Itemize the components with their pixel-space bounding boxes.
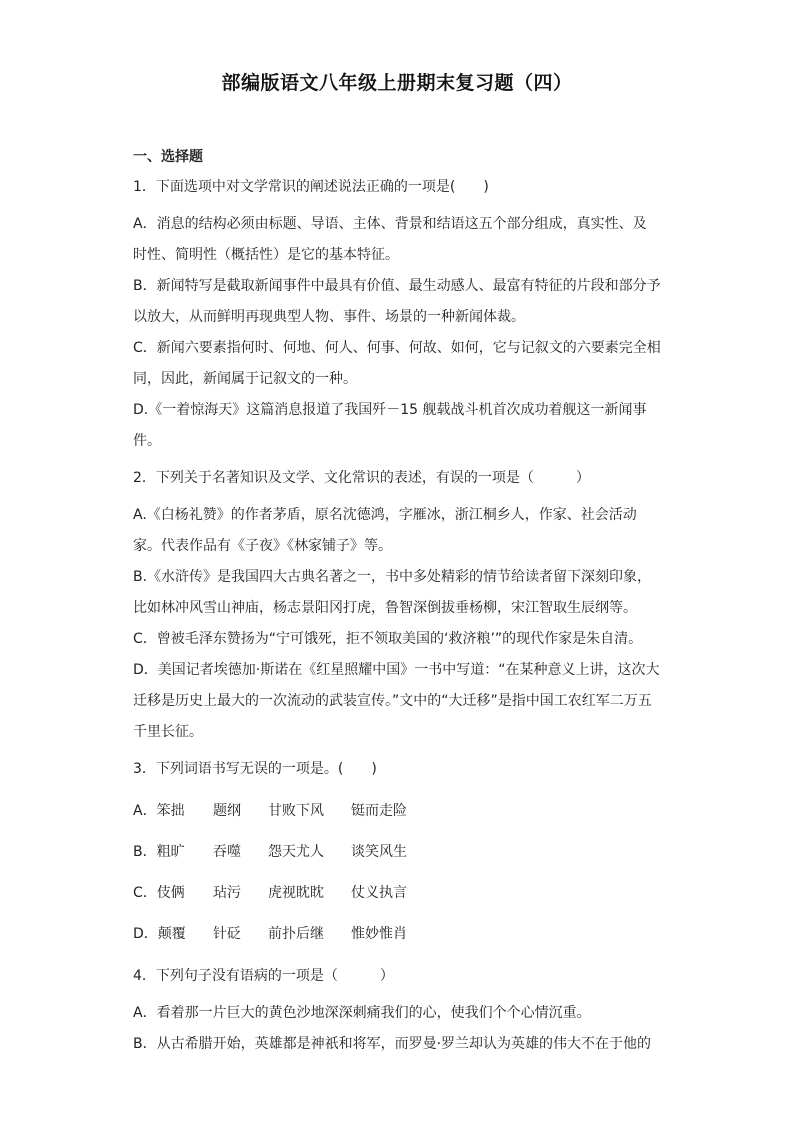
question-1-option-a: A．消息的结构必须由标题、导语、主体、背景和结语这五个部分组成，真实性、及 — [133, 216, 647, 232]
question-1-stem: 1．下面选项中对文学常识的阐述说法正确的一项是( ) — [133, 179, 489, 195]
word: A．笨拙 — [133, 803, 185, 819]
question-2-option-d-cont: 千里长征。 — [133, 724, 203, 740]
section-heading: 一、选择题 — [133, 149, 203, 165]
question-1-option-c-cont: 同，因此，新闻属于记叙文的一种。 — [133, 371, 357, 387]
word: 仗义执言 — [351, 885, 407, 901]
word: C．伎俩 — [133, 885, 185, 901]
question-4-option-b: B．从古希腊开始，英雄都是神祇和将军，而罗曼·罗兰却认为英雄的伟大不在于他的 — [133, 1036, 652, 1052]
word: D．颠覆 — [133, 926, 186, 942]
question-3-option-c — [133, 873, 663, 914]
question-2-option-b-cont: 比如林冲风雪山神庙，杨志景阳冈打虎，鲁智深倒拔垂杨柳，宋江智取生辰纲等。 — [133, 600, 637, 616]
question-1-option-b: B．新闻特写是截取新闻事件中最具有价值、最生动感人、最富有特征的片段和部分予 — [133, 278, 661, 294]
word: 前扑后继 — [268, 926, 324, 942]
question-2-option-d-cont: 迁移是历史上最大的一次流动的武装宣传。”文中的“大迁移”是指中国工农红军二万五 — [133, 693, 652, 709]
word: 铤而走险 — [351, 803, 407, 819]
word: B．粗旷 — [133, 844, 185, 860]
question-1-option-b-cont: 以放大，从而鲜明再现典型人物、事件、场景的一种新闻体裁。 — [133, 309, 525, 325]
question-3-option-d — [133, 914, 663, 955]
question-1-option-d: D.《一着惊海天》这篇消息报道了我国歼－15 舰载战斗机首次成功着舰这一新闻事 — [133, 402, 647, 418]
word: 怨天尤人 — [268, 844, 324, 860]
word: 惟妙惟肖 — [351, 926, 407, 942]
question-4-stem: 4．下列句子没有语病的一项是（ ） — [133, 968, 394, 984]
question-2-option-b: B.《水浒传》是我国四大古典名著之一，书中多处精彩的情节给读者留下深刻印象， — [133, 569, 652, 585]
word: 题纲 — [213, 803, 241, 819]
word: 虎视眈眈 — [268, 885, 324, 901]
word: 针砭 — [213, 926, 241, 942]
question-3-option-b — [133, 832, 663, 873]
question-2-option-a: A.《白杨礼赞》的作者茅盾，原名沈德鸿，字雁冰，浙江桐乡人，作家、社会活动 — [133, 507, 637, 523]
question-3-option-a — [133, 791, 663, 832]
question-4-option-a: A．看着那一片巨大的黄色沙地深深刺痛我们的心，使我们个个心情沉重。 — [133, 1005, 591, 1021]
question-3-stem: 3．下列词语书写无误的一项是。( ) — [133, 761, 377, 777]
question-2-option-d: D．美国记者埃德加·斯诺在《红星照耀中国》一书中写道：“在某种意义上讲，这次大 — [133, 662, 660, 678]
question-2-option-a-cont: 家。代表作品有《子夜》《林家铺子》等。 — [133, 538, 392, 554]
word: 谈笑风生 — [351, 844, 407, 860]
question-2-option-c: C．曾被毛泽东赞扬为“宁可饿死，拒不领取美国的‘救济粮’”的现代作家是朱自清。 — [133, 631, 643, 647]
word: 甘败下风 — [268, 803, 324, 819]
question-list — [133, 172, 663, 1060]
question-1-option-d-cont: 件。 — [133, 433, 161, 449]
page-title: 部编版语文八年级上册期末复习题（四） — [221, 72, 573, 94]
word: 吞噬 — [213, 844, 241, 860]
question-1-option-c: C．新闻六要素指何时、何地、何人、何事、何故、如何，它与记叙文的六要素完全相 — [133, 340, 661, 356]
word: 玷污 — [213, 885, 241, 901]
question-2-stem: 2．下列关于名著知识及文学、文化常识的表述，有误的一项是（ ） — [133, 470, 590, 486]
question-1-option-a-cont: 时性、简明性（概括性）是它的基本特征。 — [133, 247, 399, 263]
